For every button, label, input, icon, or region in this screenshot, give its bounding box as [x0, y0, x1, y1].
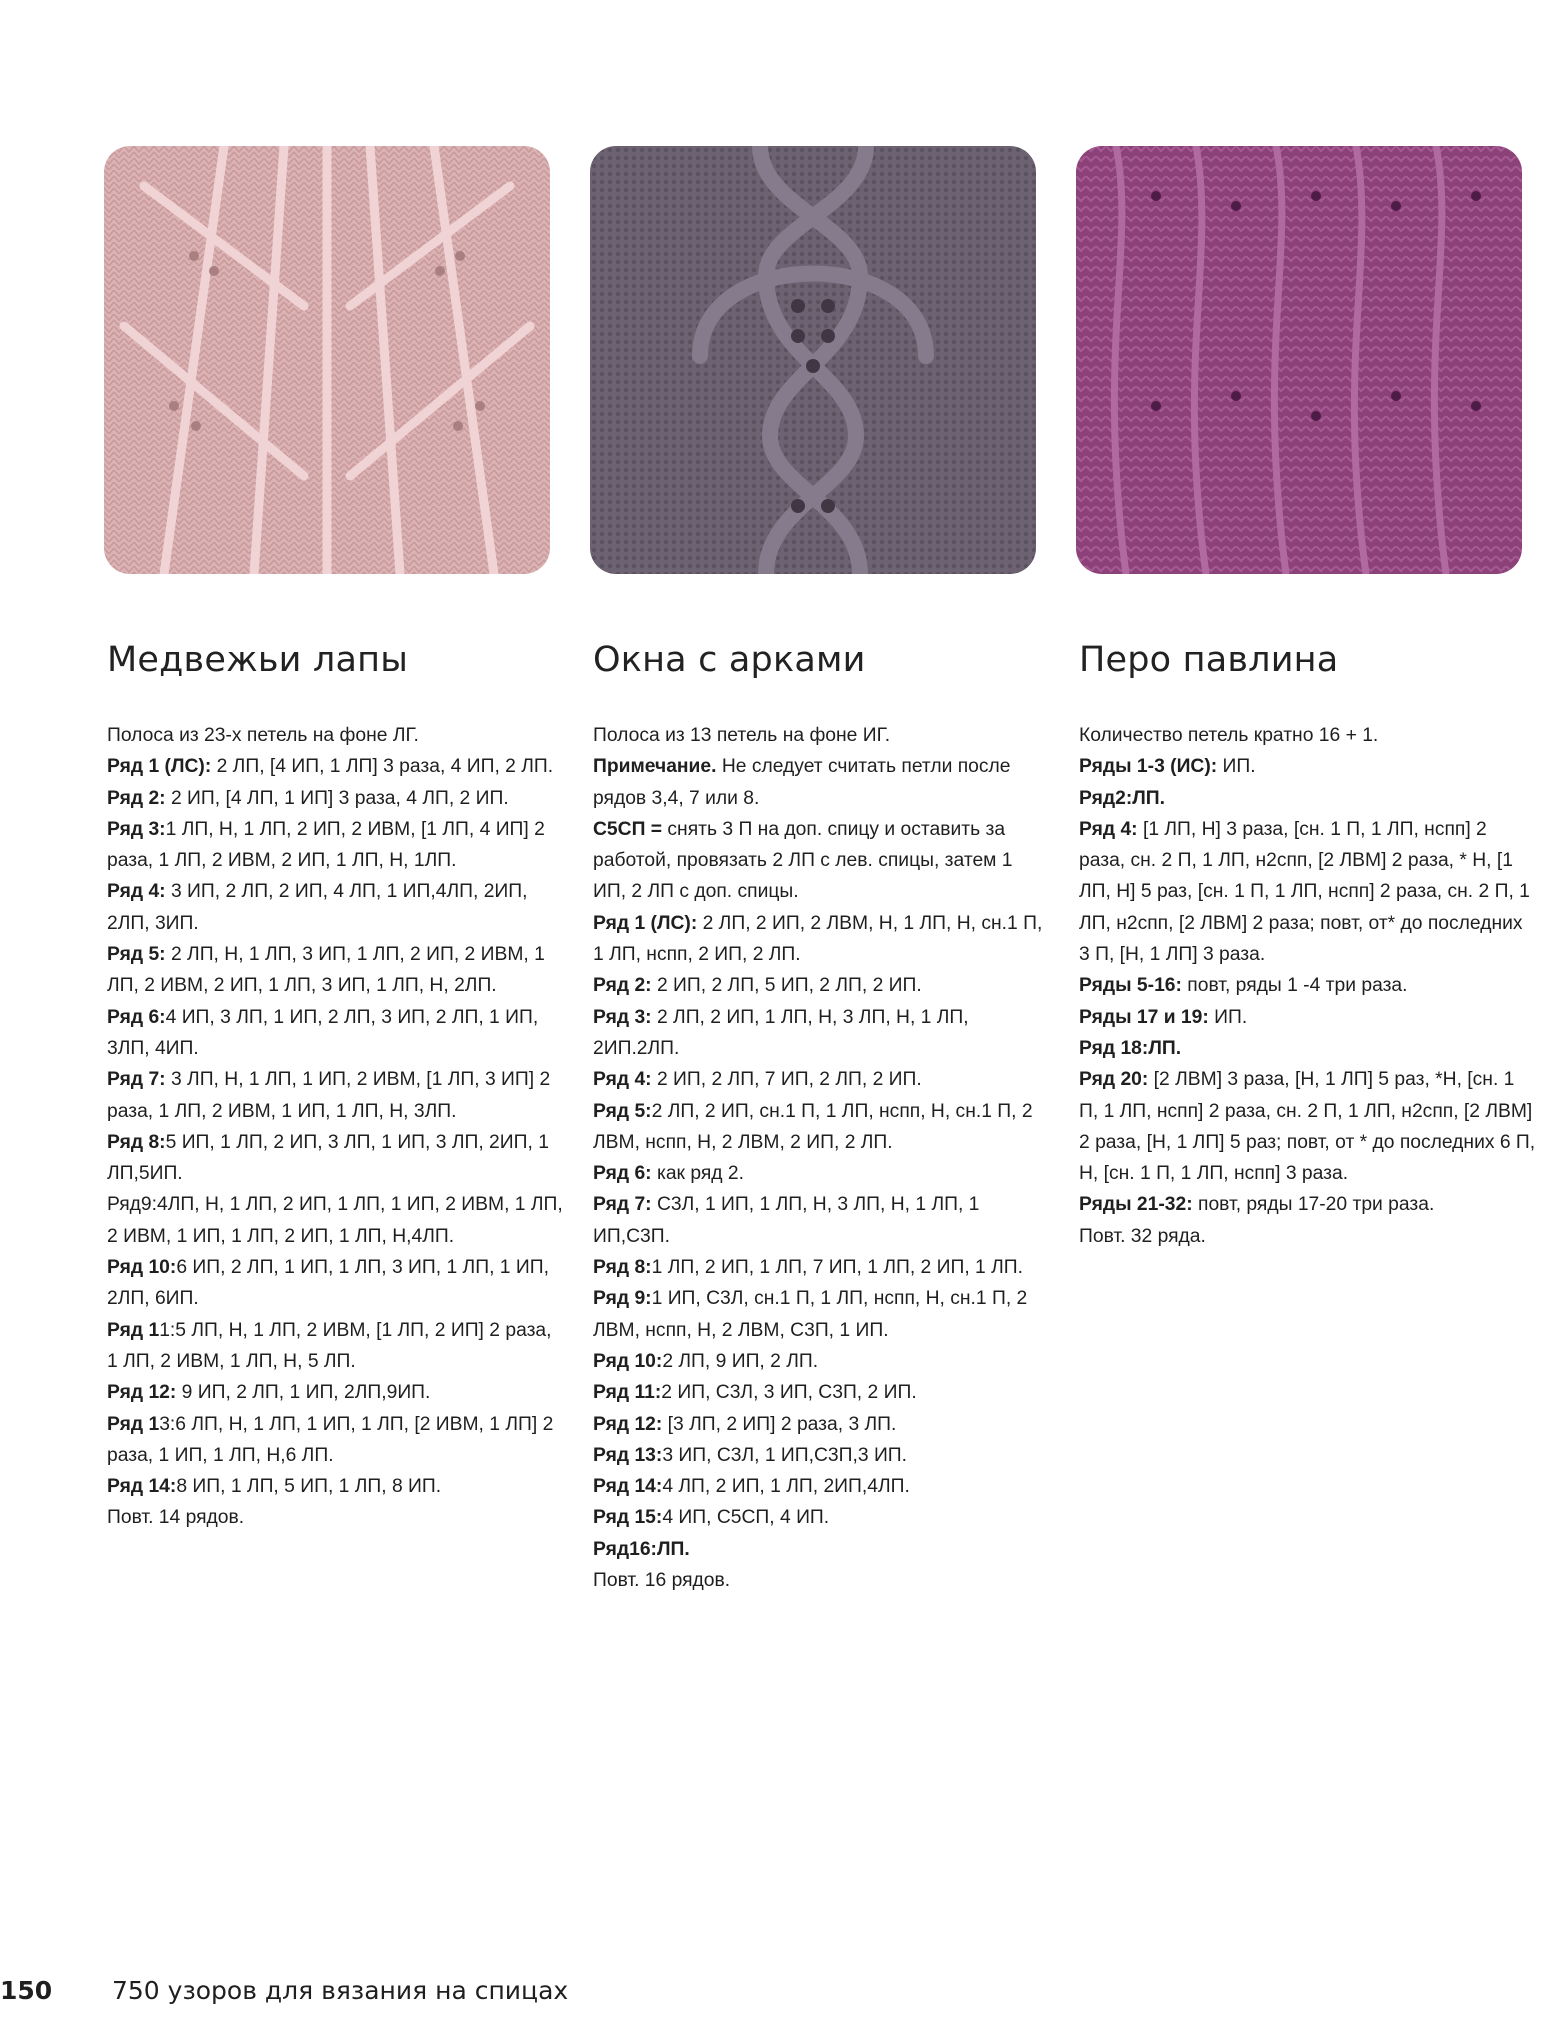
- row-label: Ряд 15:: [593, 1507, 663, 1529]
- pattern-title: Окна с арками: [593, 640, 866, 680]
- row-text: 2 ИП, С3Л, 3 ИП, С3П, 2 ИП.: [661, 1382, 917, 1404]
- row-text: 1 ЛП, Н, 1 ЛП, 2 ИП, 2 ИВМ, [1 ЛП, 4 ИП] 2 раза, 1 ЛП, 2 ИВМ, 2 ИП, 1 ЛП, Н, 1ЛП.: [107, 818, 545, 872]
- row-text: Повт. 14 рядов.: [107, 1507, 245, 1529]
- row-label: Ряд 7:: [593, 1194, 652, 1216]
- instruction-line: [107, 1127, 564, 1190]
- row-label: Ряд 8:: [593, 1257, 652, 1279]
- instruction-line: [593, 1002, 1050, 1065]
- row-text: Ряд9:4ЛП, Н, 1 ЛП, 2 ИП, 1 ЛП, 1 ИП, 2 ИВМ, 1 ЛП, 2 ИВМ, 1 ИП, 1 ЛП, 2 ИП, 1 ЛП, Н,4ЛП.: [107, 1194, 563, 1247]
- row-label: Ряд 11:: [593, 1382, 662, 1404]
- instruction-line: [593, 1565, 1050, 1596]
- instruction-line: [593, 1189, 1050, 1252]
- instruction-line: [107, 1502, 564, 1533]
- instruction-line: [1079, 1189, 1536, 1220]
- row-text: повт, ряды 1 -4 три раза.: [1181, 975, 1408, 997]
- instruction-line: [593, 1471, 1050, 1502]
- row-label: Ряд2:ЛП.: [1079, 787, 1165, 809]
- row-text: 2 ЛП, 9 ИП, 2 ЛП.: [662, 1350, 819, 1372]
- row-text: 3 ЛП, Н, 1 ЛП, 1 ИП, 2 ИВМ, [1 ЛП, 3 ИП] 2 раза, 1 ЛП, 2 ИВМ, 1 ИП, 1 ЛП, Н, 3ЛП.: [107, 1069, 551, 1122]
- row-label: Ряд 12:: [593, 1413, 663, 1435]
- row-text: 4 ИП, С5СП, 4 ИП.: [662, 1507, 830, 1529]
- instruction-line: [593, 1283, 1050, 1346]
- instruction-line: [593, 1377, 1050, 1408]
- row-text: как ряд 2.: [651, 1163, 744, 1185]
- row-text: повт, ряды 17-20 три раза.: [1192, 1194, 1435, 1216]
- row-text: 4 ИП, 3 ЛП, 1 ИП, 2 ЛП, 3 ИП, 2 ЛП, 1 ИП, 3ЛП, 4ИП.: [107, 1006, 539, 1059]
- swatch-photo-peacock-feather: [1076, 146, 1522, 574]
- instruction-line: [593, 1440, 1050, 1471]
- instruction-line: [1079, 1064, 1536, 1189]
- row-label: Ряд 7:: [107, 1069, 166, 1091]
- row-text: 5 ИП, 1 ЛП, 2 ИП, 3 ЛП, 1 ИП, 3 ЛП, 2ИП, 1 ЛП,5ИП.: [107, 1131, 549, 1185]
- row-text: 1:5 ЛП, Н, 1 ЛП, 2 ИВМ, [1 ЛП, 2 ИП] 2 раза, 1 ЛП, 2 ИВМ, 1 ЛП, Н, 5 ЛП.: [107, 1319, 552, 1372]
- row-text: Повт. 32 ряда.: [1079, 1225, 1206, 1247]
- pattern-instructions: [590, 720, 1050, 1596]
- row-text: Количество петель кратно 16 + 1.: [1079, 725, 1379, 746]
- row-label: Ряды 1-3 (ИС):: [1079, 756, 1218, 778]
- row-label: Ряд 13:: [593, 1444, 663, 1466]
- pattern-instructions: [104, 720, 564, 1534]
- instruction-line: [107, 1002, 564, 1065]
- row-text: 2 ЛП, Н, 1 ЛП, 3 ИП, 1 ЛП, 2 ИП, 2 ИВМ, 1 ЛП, 2 ИВМ, 2 ИП, 1 ЛП, 3 ИП, 1 ЛП, Н, 2ЛП.: [107, 944, 545, 997]
- instruction-line: [1079, 970, 1536, 1001]
- instruction-line: [1079, 1002, 1536, 1033]
- instruction-line: [593, 1158, 1050, 1189]
- row-label: Ряд 2:: [593, 975, 652, 997]
- row-label: Ряд 6:: [107, 1006, 166, 1028]
- instruction-line: [1079, 751, 1536, 782]
- instruction-line: [107, 720, 564, 751]
- instruction-line: [107, 1315, 564, 1378]
- instruction-line: [593, 814, 1050, 908]
- page-number: 150: [0, 1976, 53, 2005]
- row-text: [1 ЛП, Н] 3 раза, [сн. 1 П, 1 ЛП, нспп] 2 раза, сн. 2 П, 1 ЛП, н2спп, [2 ЛВМ] 2 раза, * Н, [1 ЛП, Н] 5 раз, [сн. 1 П, 1 ЛП, нспп] 2 раза, сн. 2 П, 1 ЛП, н2спп, [2 ЛВМ] 2 раза; повт, от* до последних 3 П, [Н, 1 ЛП] 3 раза.: [1079, 818, 1530, 966]
- row-text: 8 ИП, 1 ЛП, 5 ИП, 1 ЛП, 8 ИП.: [176, 1476, 442, 1498]
- row-label: Ряд 1 (ЛС):: [107, 756, 212, 778]
- instruction-line: [107, 751, 564, 782]
- row-label: Ряд 20:: [1079, 1069, 1149, 1091]
- row-label: Ряд 5:: [107, 944, 166, 966]
- row-text: 4 ЛП, 2 ИП, 1 ЛП, 2ИП,4ЛП.: [662, 1476, 910, 1498]
- row-text: 3:6 ЛП, Н, 1 ЛП, 1 ИП, 1 ЛП, [2 ИВМ, 1 ЛП] 2 раза, 1 ИП, 1 ЛП, Н,6 ЛП.: [107, 1413, 554, 1466]
- instruction-line: [593, 751, 1050, 814]
- book-title: 750 узоров для вязания на спицах: [112, 1976, 569, 2005]
- instruction-line: [593, 720, 1050, 751]
- pattern-title: Медвежьи лапы: [107, 640, 409, 680]
- row-label: Ряды 21-32:: [1079, 1194, 1193, 1216]
- instruction-line: [107, 1189, 564, 1252]
- instruction-line: [107, 814, 564, 877]
- row-label: Ряд16:ЛП.: [593, 1538, 690, 1560]
- instruction-line: [107, 1471, 564, 1502]
- instruction-line: [1079, 1221, 1536, 1252]
- row-text: 1 ЛП, 2 ИП, 1 ЛП, 7 ИП, 1 ЛП, 2 ИП, 1 ЛП.: [651, 1257, 1024, 1279]
- row-label: Ряд 2:: [107, 787, 166, 809]
- instruction-line: [1079, 814, 1536, 970]
- row-label: Ряд 6:: [593, 1163, 652, 1185]
- instruction-line: [107, 939, 564, 1002]
- row-text: 6 ИП, 2 ЛП, 1 ИП, 1 ЛП, 3 ИП, 1 ЛП, 1 ИП, 2ЛП, 6ИП.: [107, 1257, 549, 1310]
- row-text: 2 ИП, 2 ЛП, 5 ИП, 2 ЛП, 2 ИП.: [651, 975, 922, 997]
- row-label: Ряд 5:: [593, 1100, 652, 1122]
- instruction-line: [107, 783, 564, 814]
- row-label: Ряд 3:: [107, 818, 166, 840]
- row-text: 2 ЛП, 2 ИП, 2 ЛВМ, Н, 1 ЛП, Н, сн.1 П, 1 ЛП, нспп, 2 ИП, 2 ЛП.: [593, 912, 1043, 966]
- row-label: Ряд 1 (ЛС):: [593, 912, 698, 934]
- instruction-line: [593, 1252, 1050, 1283]
- row-label: Ряд 4:: [1079, 818, 1138, 840]
- row-text: 2 ЛП, [4 ИП, 1 ЛП] 3 раза, 4 ИП, 2 ЛП.: [211, 756, 554, 778]
- instruction-line: [107, 1064, 564, 1127]
- row-text: ИП.: [1208, 1006, 1248, 1028]
- pattern-column-3: [1076, 146, 1536, 1252]
- pattern-column-2: [590, 146, 1050, 1596]
- instruction-line: [593, 970, 1050, 1001]
- row-text: 3 ИП, 2 ЛП, 2 ИП, 4 ЛП, 1 ИП,4ЛП, 2ИП, 2ЛП, 3ИП.: [107, 881, 528, 934]
- row-text: [3 ЛП, 2 ИП] 2 раза, 3 ЛП.: [662, 1413, 897, 1435]
- row-text: снять 3 П на доп. спицу и оставить за работой, провязать 2 ЛП с лев. спицы, затем 1 ИП, 2 ЛП с доп. спицы.: [593, 818, 1013, 903]
- row-label: Ряды 5-16:: [1079, 975, 1182, 997]
- row-label: Ряд 1: [107, 1319, 160, 1341]
- instruction-line: [593, 1502, 1050, 1533]
- row-label: Примечание.: [593, 756, 717, 778]
- instruction-line: [107, 876, 564, 939]
- row-label: Ряд 14:: [107, 1476, 177, 1498]
- row-label: Ряд 1: [107, 1413, 160, 1435]
- row-text: 2 ЛП, 2 ИП, сн.1 П, 1 ЛП, нспп, Н, сн.1 П, 2 ЛВМ, нспп, Н, 2 ЛВМ, 2 ИП, 2 ЛП.: [593, 1100, 1033, 1153]
- swatch-photo-arched-windows: [590, 146, 1036, 574]
- row-text: 3 ИП, С3Л, 1 ИП,С3П,3 ИП.: [662, 1444, 908, 1466]
- instruction-line: [107, 1252, 564, 1315]
- row-label: Ряд 8:: [107, 1131, 166, 1153]
- row-text: Полоса из 23-х петель на фоне ЛГ.: [107, 725, 419, 746]
- instruction-line: [1079, 1033, 1536, 1064]
- row-label: Ряд 10:: [593, 1350, 663, 1372]
- row-text: 9 ИП, 2 ЛП, 1 ИП, 2ЛП,9ИП.: [176, 1382, 431, 1404]
- row-label: Ряд 4:: [593, 1069, 652, 1091]
- instruction-line: [593, 1346, 1050, 1377]
- pattern-column-1: [104, 146, 564, 1534]
- row-text: Повт. 16 рядов.: [593, 1570, 731, 1592]
- row-label: Ряд 9:: [593, 1288, 652, 1310]
- instruction-line: [1079, 720, 1536, 751]
- instruction-line: [593, 1534, 1050, 1565]
- pattern-instructions: [1076, 720, 1536, 1252]
- row-label: С5СП =: [593, 818, 663, 840]
- instruction-line: [107, 1377, 564, 1408]
- row-text: 1 ИП, С3Л, сн.1 П, 1 ЛП, нспп, Н, сн.1 П, 2 ЛВМ, нспп, Н, 2 ЛВМ, С3П, 1 ИП.: [593, 1288, 1028, 1341]
- row-text: 2 ИП, [4 ЛП, 1 ИП] 3 раза, 4 ЛП, 2 ИП.: [165, 787, 509, 809]
- swatch-photo-bear-paws: [104, 146, 550, 574]
- row-text: С3Л, 1 ИП, 1 ЛП, Н, 3 ЛП, Н, 1 ЛП, 1 ИП,С3П.: [593, 1194, 980, 1247]
- row-text: [2 ЛВМ] 3 раза, [Н, 1 ЛП] 5 раз, *Н, [сн. 1 П, 1 ЛП, нспп] 2 раза, сн. 2 П, 1 ЛП, н2спп, [2 ЛВМ] 2 раза, [Н, 1 ЛП] 5 раз; повт, от * до последних 6 П, Н, [сн. 1 П, 1 ЛП, нспп] 3 раза.: [1079, 1069, 1536, 1185]
- instruction-line: [593, 908, 1050, 971]
- row-label: Ряд 18:ЛП.: [1079, 1037, 1182, 1059]
- row-label: Ряд 3:: [593, 1006, 652, 1028]
- instruction-line: [593, 1064, 1050, 1095]
- pattern-title: Перо павлина: [1079, 640, 1339, 680]
- row-label: Ряд 4:: [107, 881, 166, 903]
- row-text: Не следует считать петли после рядов 3,4, 7 или 8.: [593, 756, 1011, 809]
- row-text: 2 ИП, 2 ЛП, 7 ИП, 2 ЛП, 2 ИП.: [651, 1069, 922, 1091]
- row-label: Ряд 12:: [107, 1382, 177, 1404]
- row-text: Полоса из 13 петель на фоне ИГ.: [593, 725, 891, 746]
- row-label: Ряд 10:: [107, 1257, 177, 1279]
- instruction-line: [593, 1096, 1050, 1159]
- row-label: Ряд 14:: [593, 1476, 663, 1498]
- instruction-line: [107, 1409, 564, 1472]
- instruction-line: [1079, 783, 1536, 814]
- instruction-line: [593, 1409, 1050, 1440]
- row-label: Ряды 17 и 19:: [1079, 1006, 1209, 1028]
- row-text: ИП.: [1217, 756, 1256, 778]
- row-text: 2 ЛП, 2 ИП, 1 ЛП, Н, 3 ЛП, Н, 1 ЛП, 2ИП.2ЛП.: [593, 1006, 969, 1059]
